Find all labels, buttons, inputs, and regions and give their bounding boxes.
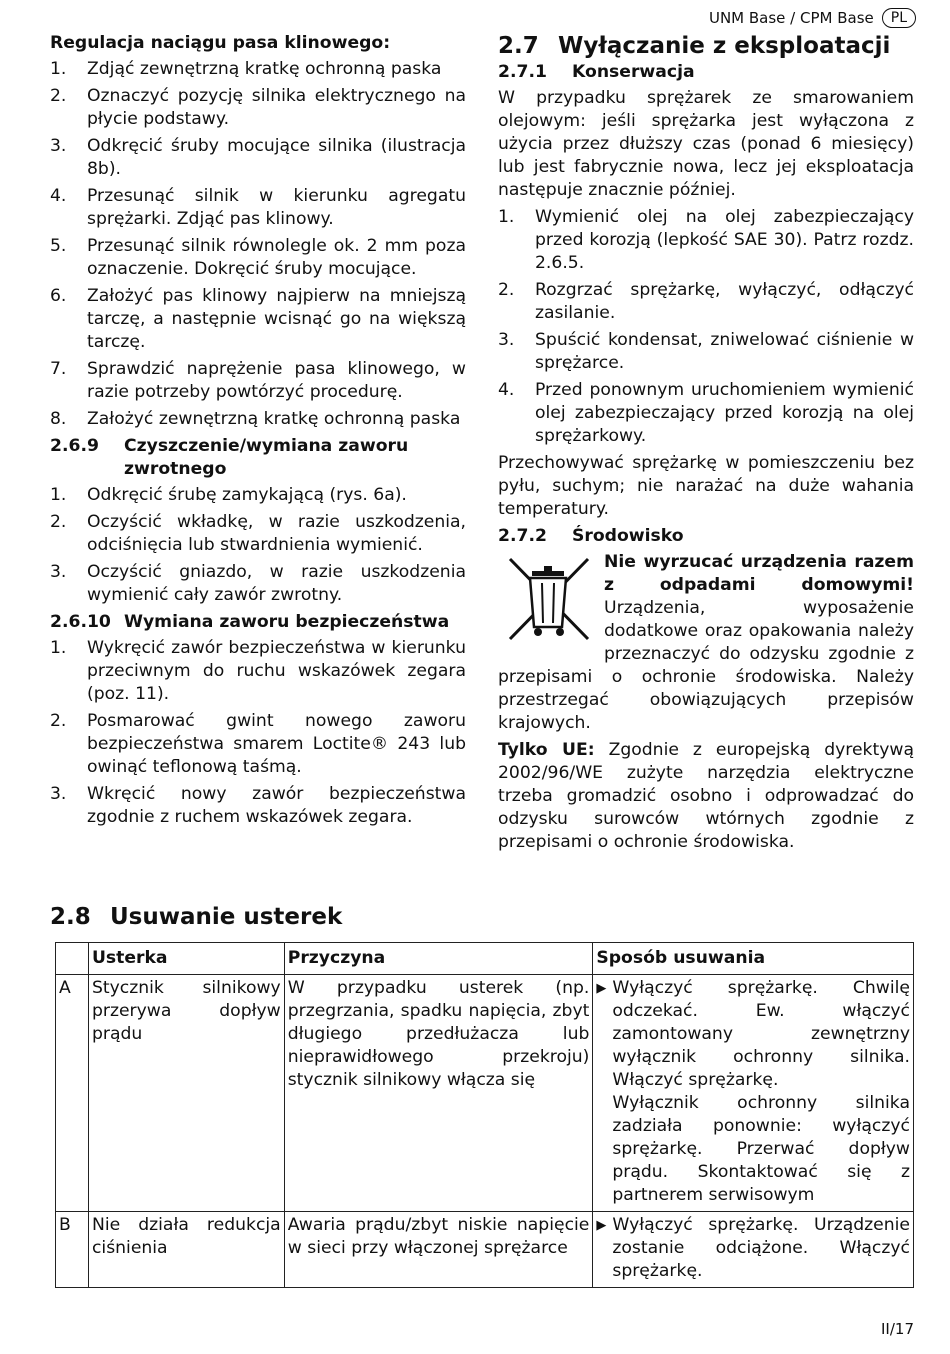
list-item-text: Założyć pas klinowy najpierw na mniejszą tarczę, a następnie wcisnąć go na większą tarczę. (87, 286, 466, 352)
list-item-number: 5. (50, 236, 67, 256)
remedy-step: Wyłączyć sprężarkę. Urządzenie zostanie odciążone. Włączyć sprężarkę. (612, 1215, 910, 1281)
row-id: A (56, 975, 89, 1212)
list-item (50, 484, 466, 507)
list-item-number: 3. (50, 562, 67, 582)
list-item-number: 3. (498, 330, 515, 350)
list-item-number: 7. (50, 359, 67, 379)
section-2-7-2-heading: 2.7.2 Środowisko (498, 526, 684, 546)
row-id: B (56, 1212, 89, 1288)
maintenance-steps (498, 206, 914, 448)
list-item (50, 408, 466, 431)
list-item-number: 3. (50, 784, 67, 804)
remedy-step: Wyłączyć sprężarkę. Chwilę odczekać. Ew. włączyć zamontowany zewnętrzny wyłącznik ochronny silnika. Włączyć sprężarkę. (612, 978, 910, 1090)
section-2-6-9-heading: 2.6.9 Czyszczenie/wymiana zaworu zwrotnego (50, 436, 409, 479)
list-item-number: 8. (50, 409, 67, 429)
list-item-number: 1. (50, 638, 67, 658)
troubleshooting-table (55, 942, 914, 1288)
list-item-text: Oczyścić wkładkę, w razie uszkodzenia, odciśnięcia lub stwardnienia wymienić. (87, 512, 466, 555)
list-item-text: Posmarować gwint nowego zaworu bezpieczeństwa smarem Loctite® 243 lub owinąć teflonową taśmą. (87, 711, 466, 777)
list-item (50, 135, 466, 181)
page-header (709, 8, 916, 28)
list-item-text: Przed ponownym uruchomieniem wymienić olej zabezpieczający przed korozją na olej sprężarkowy. (535, 380, 914, 446)
list-item-text: Sprawdzić naprężenie pasa klinowego, w razie potrzeby powtórzyć procedurę. (87, 359, 466, 402)
header-title: UNM Base / CPM Base (708, 9, 874, 27)
storage-note: Przechowywać sprężarkę w pomieszczeniu bez pyłu, suchym; nie narażać na duże wahania temperatury. (498, 453, 914, 519)
list-item (498, 379, 914, 448)
list-item-number: 2. (50, 512, 67, 532)
row-remedy (593, 1212, 914, 1288)
safety-valve-steps (50, 637, 466, 829)
list-item (50, 85, 466, 131)
list-item-number: 6. (50, 286, 67, 306)
language-badge: PL (882, 8, 916, 28)
section-2-8-heading: 2.8 Usuwanie usterek (50, 904, 343, 930)
section-2-6-10-heading: 2.6.10 Wymiana zaworu bezpieczeństwa (50, 612, 450, 632)
list-item-text: Oczyścić gniazdo, w razie uszkodzenia wymienić cały zawór zwrotny. (87, 562, 466, 605)
table-row (56, 1212, 914, 1288)
list-item-text: Zdjąć zewnętrzną kratkę ochronną paska (87, 59, 442, 79)
list-item-number: 2. (50, 711, 67, 731)
maintenance-intro: W przypadku sprężarek ze smarowaniem olejowym: jeśli sprężarka jest wyłączona z użycia przez dłuższy czas (ponad 6 miesięcy) lub jest fabrycznie nowa, lecz jej eksploatacja następuje znacznie później. (498, 88, 914, 200)
section-2-7-heading: 2.7 Wyłączanie z eksploatacji (498, 33, 891, 59)
table-header-row (56, 943, 914, 975)
belt-tension-heading: Regulacja naciągu pasa klinowego: (50, 33, 391, 53)
environment-text: Nie wyrzucać urządzenia razem z odpadami domowymi! Urządzenia, wyposażenie dodatkowe oraz opakowania należy przeznaczyć do odzysku zgodnie z przepisami o ochronie środowiska. Należy przestrzegać obowiązujących przepisów krajowych. (498, 552, 914, 733)
list-item-text: Założyć zewnętrzną kratkę ochronną paska (87, 409, 461, 429)
list-item-number: 1. (498, 207, 515, 227)
page-number: II/17 (881, 1320, 914, 1338)
right-column (498, 32, 914, 858)
section-2-7-1-heading: 2.7.1 Konserwacja (498, 62, 695, 82)
list-item-number: 1. (50, 485, 67, 505)
eu-note: Tylko UE: Zgodnie z europejską dyrektywą 2002/96/WE zużyte narzędzia elektryczne trzeba gromadzić osobno i odprowadzać do odzysku surowców wtórnych zgodnie z przepisami o ochronie środowiska. (498, 740, 914, 852)
list-item (50, 358, 466, 404)
list-item (50, 783, 466, 829)
list-item (50, 710, 466, 779)
header-id (56, 943, 89, 975)
list-item-text: Rozgrzać sprężarkę, wyłączyć, odłączyć zasilanie. (535, 280, 914, 323)
arrow-right-icon: ▶ (596, 981, 607, 996)
list-item (498, 206, 914, 275)
list-item (50, 235, 466, 281)
list-item (50, 637, 466, 706)
list-item-text: Oznaczyć pozycję silnika elektrycznego na płycie podstawy. (87, 86, 466, 129)
list-item (498, 329, 914, 375)
row-cause: Awaria prądu/zbyt niskie napięcie w sieci przy włączonej sprężarce (284, 1212, 593, 1288)
list-item-number: 2. (498, 280, 515, 300)
list-item-number: 1. (50, 59, 67, 79)
list-item-text: Spuścić kondensat, zniwelować ciśnienie w sprężarce. (535, 330, 914, 373)
list-item (50, 511, 466, 557)
remedy-step: Wyłącznik ochronny silnika zadziała ponownie: wyłączyć sprężarkę. Przerwać dopływ prądu. Skontaktować się z partnerem serwisowym (612, 1093, 910, 1205)
table-row (56, 975, 914, 1212)
check-valve-steps (50, 484, 466, 607)
arrow-right-icon: ▶ (596, 1218, 607, 1233)
list-item (50, 185, 466, 231)
row-fault: Nie działa redukcja ciśnienia (88, 1212, 284, 1288)
header-remedy: Sposób usuwania (593, 943, 914, 975)
row-remedy (593, 975, 914, 1212)
list-item-text: Wkręcić nowy zawór bezpieczeństwa zgodnie z ruchem wskazówek zegara. (87, 784, 466, 827)
list-item-text: Wymienić olej na olej zabezpieczający przed korozją (lepkość SAE 30). Patrz rozdz. 2.6.5. (535, 207, 914, 273)
list-item-number: 2. (50, 86, 67, 106)
list-item-text: Przesunąć silnik równolegle ok. 2 mm poza oznaczenie. Dokręcić śruby mocujące. (87, 236, 466, 279)
list-item-text: Odkręcić śrubę zamykającą (rys. 6a). (87, 485, 407, 505)
list-item-text: Przesunąć silnik w kierunku agregatu sprężarki. Zdjąć pas klinowy. (87, 186, 466, 229)
environment-warning: Nie wyrzucać urządzenia razem z odpadami domowymi! (604, 552, 914, 595)
list-item (498, 279, 914, 325)
list-item (50, 58, 466, 81)
list-item-number: 3. (50, 136, 67, 156)
list-item (50, 285, 466, 354)
header-cause: Przyczyna (284, 943, 593, 975)
list-item-text: Odkręcić śruby mocujące silnika (ilustracja 8b). (87, 136, 466, 179)
row-cause: W przypadku usterek (np. przegrzania, spadku napięcia, zbyt długiego przedłużacza lub nieprawidłowego przekroju) stycznik silnikowy włącza się (284, 975, 593, 1212)
header-fault: Usterka (88, 943, 284, 975)
left-column (50, 32, 466, 833)
list-item-number: 4. (498, 380, 515, 400)
belt-tension-steps (50, 58, 466, 431)
row-fault: Stycznik silnikowy przerywa dopływ prądu (88, 975, 284, 1212)
list-item-number: 4. (50, 186, 67, 206)
crossed-bin-icon (502, 553, 594, 645)
list-item (50, 561, 466, 607)
list-item-text: Wykręcić zawór bezpieczeństwa w kierunku przeciwnym do ruchu wskazówek zegara (poz. 11). (87, 638, 466, 704)
